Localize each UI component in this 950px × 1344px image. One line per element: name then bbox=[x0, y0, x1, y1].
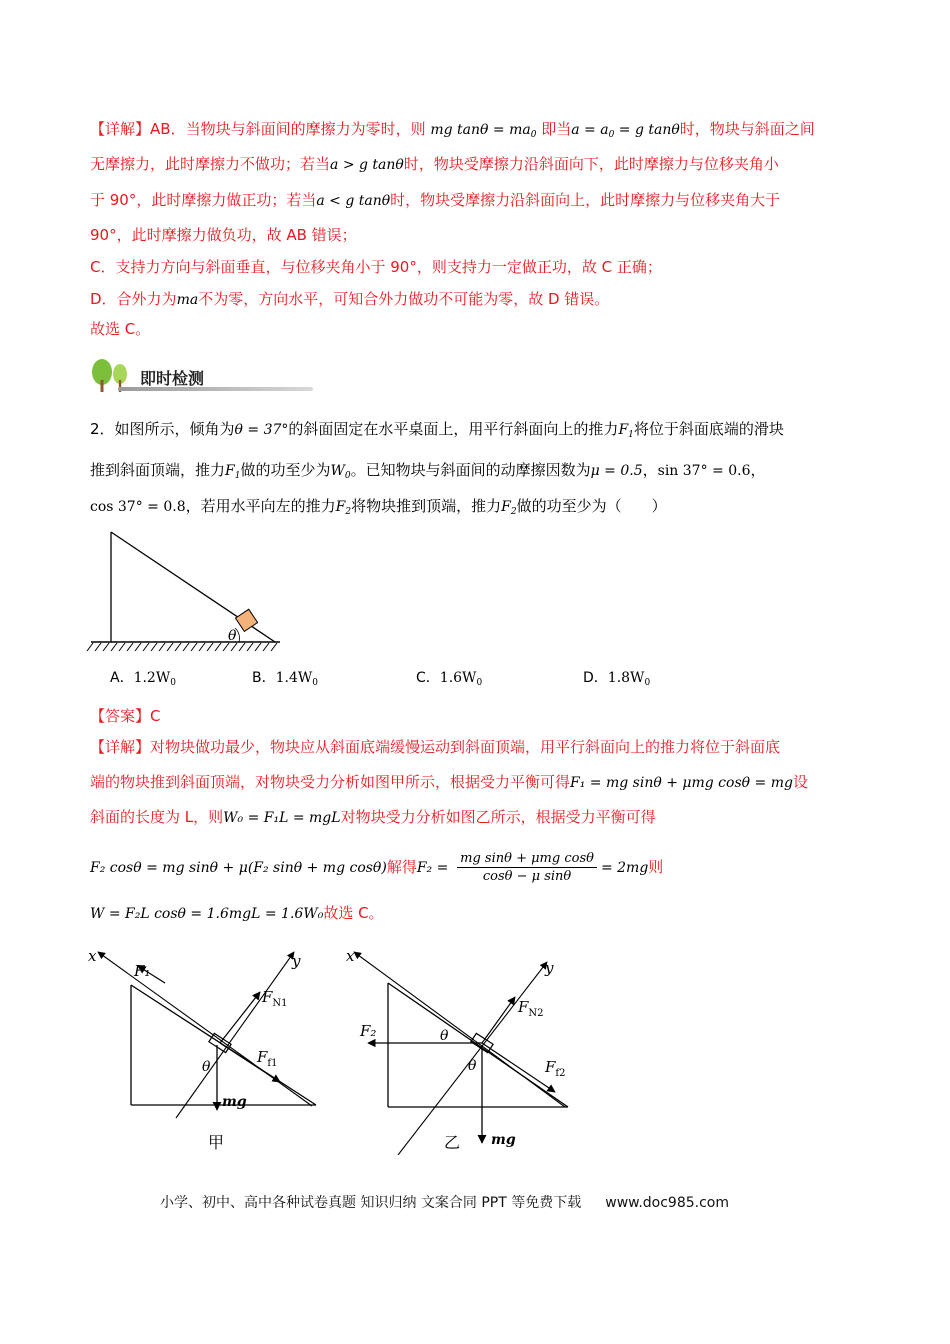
detail1-line4: 90°，此时摩擦力做负功，故 AB 错误； bbox=[90, 226, 357, 244]
detail1-line3: 于 90°，此时摩擦力做正功；若当a < g tanθ时，物块受摩擦力沿斜面向上，此时摩擦力与位移夹角大于 bbox=[90, 191, 781, 209]
answer-value: C bbox=[150, 707, 161, 725]
question-line2: 推到斜面顶端，推力$F_1$做的功至少为$W_0$。已知物块与斜面间的动摩擦因数为μ = 0.5，sin 37° = 0.6， bbox=[90, 461, 766, 481]
detail1-line2: 无摩擦力，此时摩擦力不做功；若当a > g tanθ时，物块受摩擦力沿斜面向下，此时摩擦力与位移夹角小 bbox=[90, 155, 779, 173]
detail2-line5: W = F₂L cosθ = 1.6mgL = 1.6W₀故选 C。 bbox=[90, 904, 384, 922]
formula: a < g tanθ bbox=[316, 193, 391, 209]
weight-label: mg bbox=[222, 1094, 247, 1110]
axis-x-label: x bbox=[88, 947, 97, 965]
formula: a = a bbox=[571, 122, 609, 138]
force-ff1-label: $F_{f1}$ bbox=[257, 1048, 278, 1069]
detail2-line1: 【详解】对物块做功最少，物块应从斜面底端缓慢运动到斜面顶端，用平行斜面向上的推力将位于斜面底 bbox=[90, 738, 781, 756]
weight-label: mg bbox=[491, 1132, 516, 1148]
question-line3: cos 37° = 0.8，若用水平向左的推力$F_2$将物块推到顶端，推力$F_2$做的功至少为（ ） bbox=[90, 497, 667, 517]
footer-text: 小学、初中、高中各种试卷真题 知识归纳 文案合同 PPT 等免费下载 bbox=[160, 1195, 582, 1211]
force-fn2-label: $F_{N2}$ bbox=[518, 998, 544, 1019]
theta-label-top: θ bbox=[440, 1028, 449, 1044]
option-b[interactable]: B．$1.4W_0$ bbox=[252, 670, 318, 688]
detail1-line6: D．合外力为ma不为零，方向水平，可知合外力做功不可能为零，故 D 错误。 bbox=[90, 290, 610, 308]
formula: W = F₂L cosθ = 1.6mgL = 1.6W₀ bbox=[90, 906, 324, 922]
formula: mg tanθ = ma bbox=[430, 122, 531, 138]
fraction: mg sinθ + μmg cosθ cosθ − μ sinθ bbox=[457, 850, 597, 885]
force-fn1-label: $F_{N1}$ bbox=[262, 988, 288, 1009]
caption-yi: 乙 bbox=[444, 1133, 461, 1152]
detail-tag: 【详解】 bbox=[90, 120, 151, 138]
formula: W₀ = F₁L = mgL bbox=[223, 810, 341, 826]
axis-x-label: x bbox=[346, 947, 355, 965]
caption-jia: 甲 bbox=[208, 1133, 225, 1152]
detail1-line7: 故选 C。 bbox=[90, 320, 151, 338]
question-line1: 2．如图所示，倾角为θ = 37°的斜面固定在水平桌面上，用平行斜面向上的推力$F_1$将位于斜面底端的滑块 bbox=[90, 420, 784, 440]
detail2-line2: 端的物块推到斜面顶端，对物块受力分析如图甲所示，根据受力平衡可得F₁ = mg sinθ + μmg cosθ = mg设 bbox=[90, 773, 808, 791]
footer-link[interactable]: www.doc985.com bbox=[605, 1195, 729, 1211]
formula: F₁ = mg sinθ + μmg cosθ = mg bbox=[570, 775, 793, 791]
section-banner bbox=[88, 356, 238, 396]
theta-label: θ bbox=[228, 628, 237, 644]
option-c[interactable]: C．$1.6W_0$ bbox=[416, 670, 483, 688]
force-ff2-label: $F_{f2}$ bbox=[545, 1058, 566, 1079]
footer bbox=[160, 1192, 729, 1212]
answer: 【答案】C bbox=[90, 707, 161, 725]
formula: a > g tanθ bbox=[330, 157, 404, 173]
force-f2-label: F₂ bbox=[360, 1022, 377, 1040]
formula: F₂ cosθ = mg sinθ + μ(F₂ sinθ + mg cosθ) bbox=[90, 860, 387, 876]
axis-y-label: y bbox=[292, 952, 301, 970]
force-diagram-yi bbox=[340, 940, 590, 1155]
detail2-line4: F₂ cosθ = mg sinθ + μ(F₂ sinθ + mg cosθ)解得F₂ = mg sinθ + μmg cosθ cosθ − μ sinθ = 2mg则 bbox=[90, 851, 664, 884]
force-diagram-jia bbox=[80, 940, 330, 1155]
option-a[interactable]: A．$1.2W_0$ bbox=[110, 670, 176, 688]
option-d[interactable]: D．$1.8W_0$ bbox=[583, 670, 651, 688]
detail1-line1: 【详解】AB．当物块与斜面间的摩擦力为零时，则 mg $\tan\theta = ma_0$ 即当$a = a_0 = g$ tanθ时，物块与斜面之间 bbox=[90, 120, 815, 140]
detail2-line3: 斜面的长度为 L，则W₀ = F₁L = mgL对物块受力分析如图乙所示，根据受力平衡可得 bbox=[90, 808, 656, 826]
incline-figure bbox=[85, 525, 285, 660]
axis-y-label: y bbox=[545, 959, 554, 977]
force-f1-label: F₁ bbox=[134, 962, 151, 980]
banner-title: 即时检测 bbox=[140, 369, 205, 388]
detail1-line5: C．支持力方向与斜面垂直，与位移夹角小于 90°，则支持力一定做正功，故 C 正确； bbox=[90, 258, 662, 276]
formula: ma bbox=[176, 292, 199, 308]
theta-label: θ bbox=[202, 1059, 211, 1075]
theta-label-bottom: θ bbox=[468, 1058, 477, 1074]
